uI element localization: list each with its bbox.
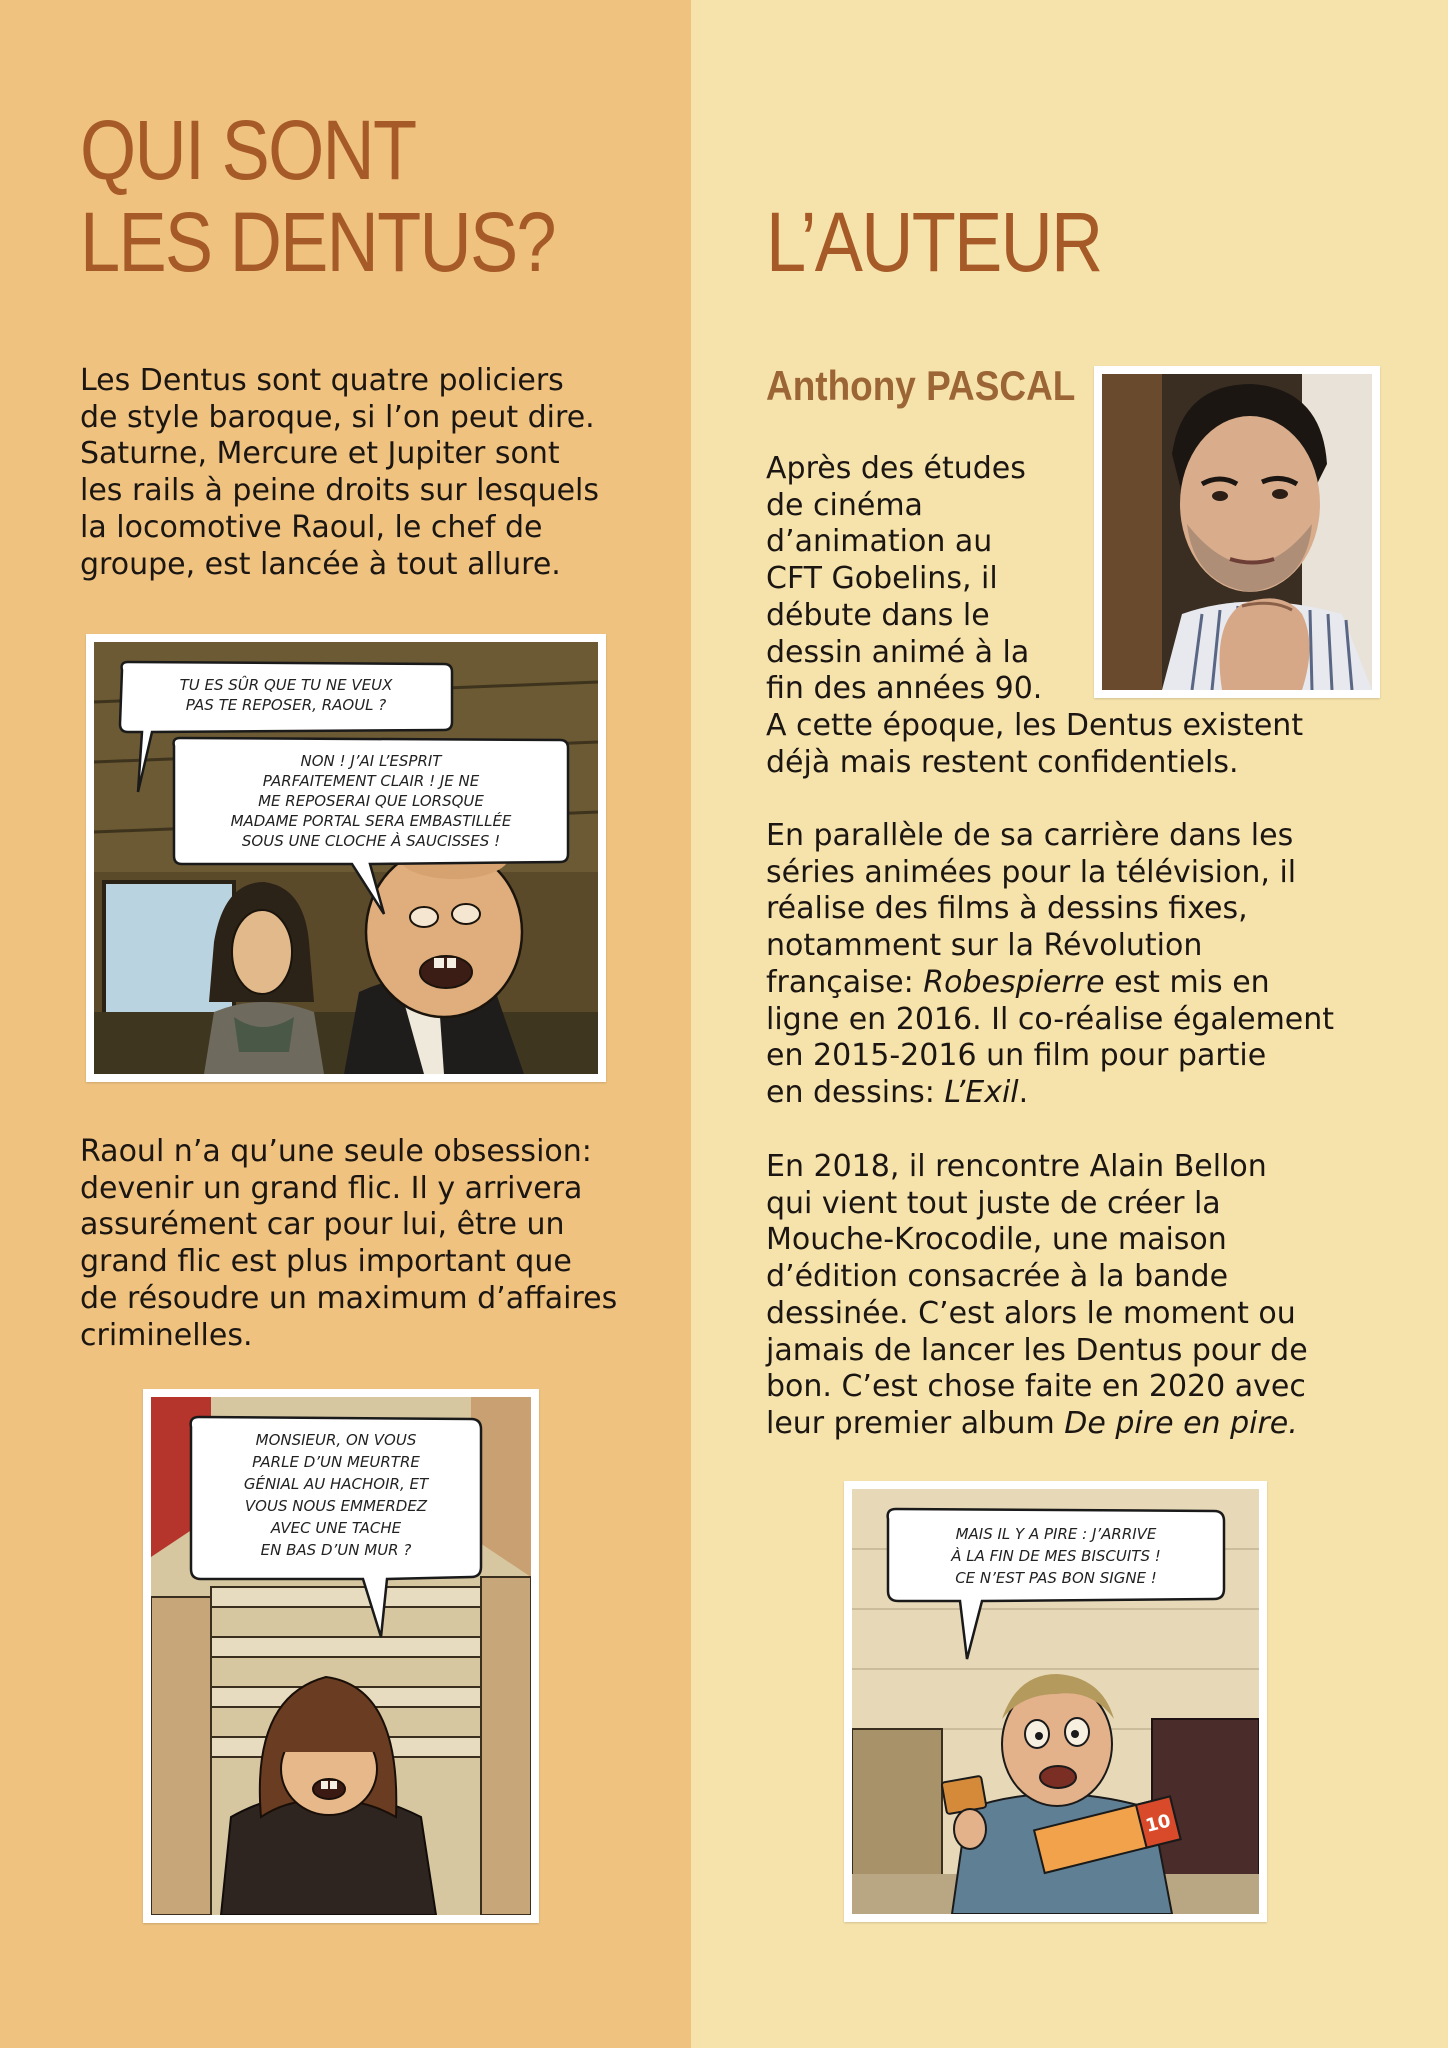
film-title: L’Exil xyxy=(944,1074,1019,1110)
author-bio-intro xyxy=(766,451,1303,781)
bubble-text-line: VOUS NOUS EMMERDEZ xyxy=(244,1497,428,1515)
text-line xyxy=(766,1075,1334,1112)
text-line: CFT Gobelins, il xyxy=(766,561,998,597)
text-line: dessinée. C’est alors le moment ou xyxy=(766,1295,1296,1331)
right-title-line: L’AUTEUR xyxy=(766,195,1102,289)
text-line: de style baroque, si l’on peut dire. xyxy=(80,399,595,435)
text-line: d’édition consacrée à la bande xyxy=(766,1259,1229,1295)
film-title: Robespierre xyxy=(923,964,1105,1000)
bubble-text-line: CE N’EST PAS BON SIGNE ! xyxy=(955,1569,1157,1587)
comic-panel-office-art xyxy=(151,1397,531,1915)
comic-panel-biscuits-art xyxy=(852,1489,1259,1914)
text-line: grand flic est plus important que xyxy=(80,1244,572,1280)
text-line: bon. C’est chose faite en 2020 avec xyxy=(766,1369,1306,1405)
text-line: criminelles. xyxy=(80,1317,253,1353)
left-title-line: QUI SONT xyxy=(80,103,416,197)
bubble-text-line: SOUS UNE CLOCHE À SAUCISSES ! xyxy=(241,832,501,850)
svg-text:MADAME PORTAL SERA EMBASTILLÉE xyxy=(231,811,512,830)
text-line xyxy=(766,965,1334,1002)
bubble-text-line: PAS TE REPOSER, RAOUL ? xyxy=(185,696,387,714)
text-line: Raoul n’a qu’une seule obsession: xyxy=(80,1134,592,1169)
author-bio-publisher xyxy=(766,1149,1308,1443)
svg-text:SOUS UNE CLOCHE À SAUCISSES ! xyxy=(242,831,500,850)
bubble-text-line: GÉNIAL AU HACHOIR, ET xyxy=(243,1475,429,1493)
left-title-line: LES DENTUS? xyxy=(80,195,555,289)
svg-text:AVEC UNE TACHE xyxy=(270,1519,402,1537)
text-line: Les Dentus sont quatre policiers xyxy=(80,363,564,398)
author-name: Anthony PASCAL xyxy=(766,362,1076,409)
left-title xyxy=(80,104,555,288)
svg-text:PARLE D’UN MEURTRE xyxy=(252,1453,420,1471)
bubble-text-line: TU ES SÛR QUE TU NE VEUX xyxy=(179,676,393,694)
svg-text:CE N’EST PAS BON SIGNE ! xyxy=(955,1569,1157,1587)
text-line: groupe, est lancée à tout allure. xyxy=(80,546,561,582)
text-line: devenir un grand flic. Il y arrivera xyxy=(80,1170,583,1206)
text-line: A cette époque, les Dentus existent xyxy=(766,707,1304,743)
text-line: jamais de lancer les Dentus pour de xyxy=(766,1332,1308,1368)
text-line: en 2015-2016 un film pour partie xyxy=(766,1038,1267,1074)
biscuit-box-label: 10 xyxy=(1143,1810,1173,1837)
comic-panel-biscuits xyxy=(844,1481,1267,1922)
svg-text:À LA FIN DE MES BISCUITS ! xyxy=(950,1546,1161,1565)
bubble-text-line: PARFAITEMENT CLAIR ! JE NE xyxy=(262,772,480,790)
svg-text:NON ! J’AI L’ESPRIT xyxy=(301,752,444,770)
author-bio-career xyxy=(766,818,1334,1112)
svg-text:VOUS NOUS EMMERDEZ xyxy=(245,1497,428,1515)
text-line: notamment sur la Révolution xyxy=(766,928,1203,964)
text-line: de cinéma xyxy=(766,487,923,523)
text-line: réalise des films à dessins fixes, xyxy=(766,891,1248,927)
text-line: assurément car pour lui, être un xyxy=(80,1207,565,1243)
bubble-text-line: NON ! J’AI L’ESPRIT xyxy=(300,752,442,770)
text-line: ligne en 2016. Il co-réalise également xyxy=(766,1001,1335,1037)
text-line: Mouche-Krocodile, une maison xyxy=(766,1222,1227,1258)
text-span: française: xyxy=(766,964,924,1000)
text-line: les rails à peine droits sur lesquels xyxy=(80,473,600,509)
svg-text:PARFAITEMENT CLAIR ! JE NE xyxy=(263,772,480,790)
bubble-text-line: AVEC UNE TACHE xyxy=(270,1519,402,1537)
svg-text:GÉNIAL AU HACHOIR, ET xyxy=(244,1474,430,1493)
text-line: Saturne, Mercure et Jupiter sont xyxy=(80,436,560,472)
text-span: leur premier album xyxy=(766,1405,1065,1441)
bubble-text-line: MONSIEUR, ON VOUS xyxy=(255,1431,417,1449)
album-title: De pire en pire. xyxy=(1064,1405,1298,1441)
text-line: En 2018, il rencontre Alain Bellon xyxy=(766,1149,1267,1184)
svg-text:MAIS IL Y A PIRE : J’ARRIVE xyxy=(956,1525,1157,1543)
text-line: d’animation au xyxy=(766,524,993,560)
svg-text:MONSIEUR, ON VOUS xyxy=(256,1431,417,1449)
left-paragraph-2 xyxy=(80,1134,617,1354)
bubble-text-line: MADAME PORTAL SERA EMBASTILLÉE xyxy=(230,812,512,830)
text-line: En parallèle de sa carrière dans les xyxy=(766,818,1294,853)
text-line: qui vient tout juste de créer la xyxy=(766,1185,1221,1221)
left-paragraph-1 xyxy=(80,363,599,583)
text-line: séries animées pour la télévision, il xyxy=(766,854,1297,890)
text-line: déjà mais restent confidentiels. xyxy=(766,744,1239,780)
left-column xyxy=(0,0,691,2048)
right-column xyxy=(691,0,1448,2048)
comic-panel-office xyxy=(143,1389,539,1923)
text-line: Après des études xyxy=(766,451,1026,486)
bubble-text-line: À LA FIN DE MES BISCUITS ! xyxy=(951,1547,1161,1565)
text-line: de résoudre un maximum d’affaires xyxy=(80,1280,618,1316)
bubble-text-line: PARLE D’UN MEURTRE xyxy=(252,1453,420,1471)
bubble-text-line: MAIS IL Y A PIRE : J’ARRIVE xyxy=(955,1525,1157,1543)
text-span: en dessins: xyxy=(766,1074,945,1110)
svg-text:ME REPOSERAI QUE LORSQUE xyxy=(258,792,484,810)
svg-text:TU ES SÛR QUE TU NE VEUX xyxy=(180,675,393,694)
text-span: . xyxy=(1018,1074,1029,1110)
text-line: fin des années 90. xyxy=(766,671,1043,707)
svg-text:EN BAS D’UN MUR ? xyxy=(261,1541,412,1559)
text-line xyxy=(766,1406,1308,1443)
text-line: dessin animé à la xyxy=(766,634,1030,670)
text-line: débute dans le xyxy=(766,597,990,633)
text-line: la locomotive Raoul, le chef de xyxy=(80,509,543,545)
bubble-text-line: ME REPOSERAI QUE LORSQUE xyxy=(258,792,484,810)
comic-panel-car-art xyxy=(94,642,598,1074)
text-span: est mis en xyxy=(1104,964,1270,1000)
svg-text:PAS TE REPOSER, RAOUL ? xyxy=(186,696,387,714)
right-title xyxy=(766,196,1101,288)
bubble-text-line: EN BAS D’UN MUR ? xyxy=(260,1541,412,1559)
comic-panel-car xyxy=(86,634,606,1082)
